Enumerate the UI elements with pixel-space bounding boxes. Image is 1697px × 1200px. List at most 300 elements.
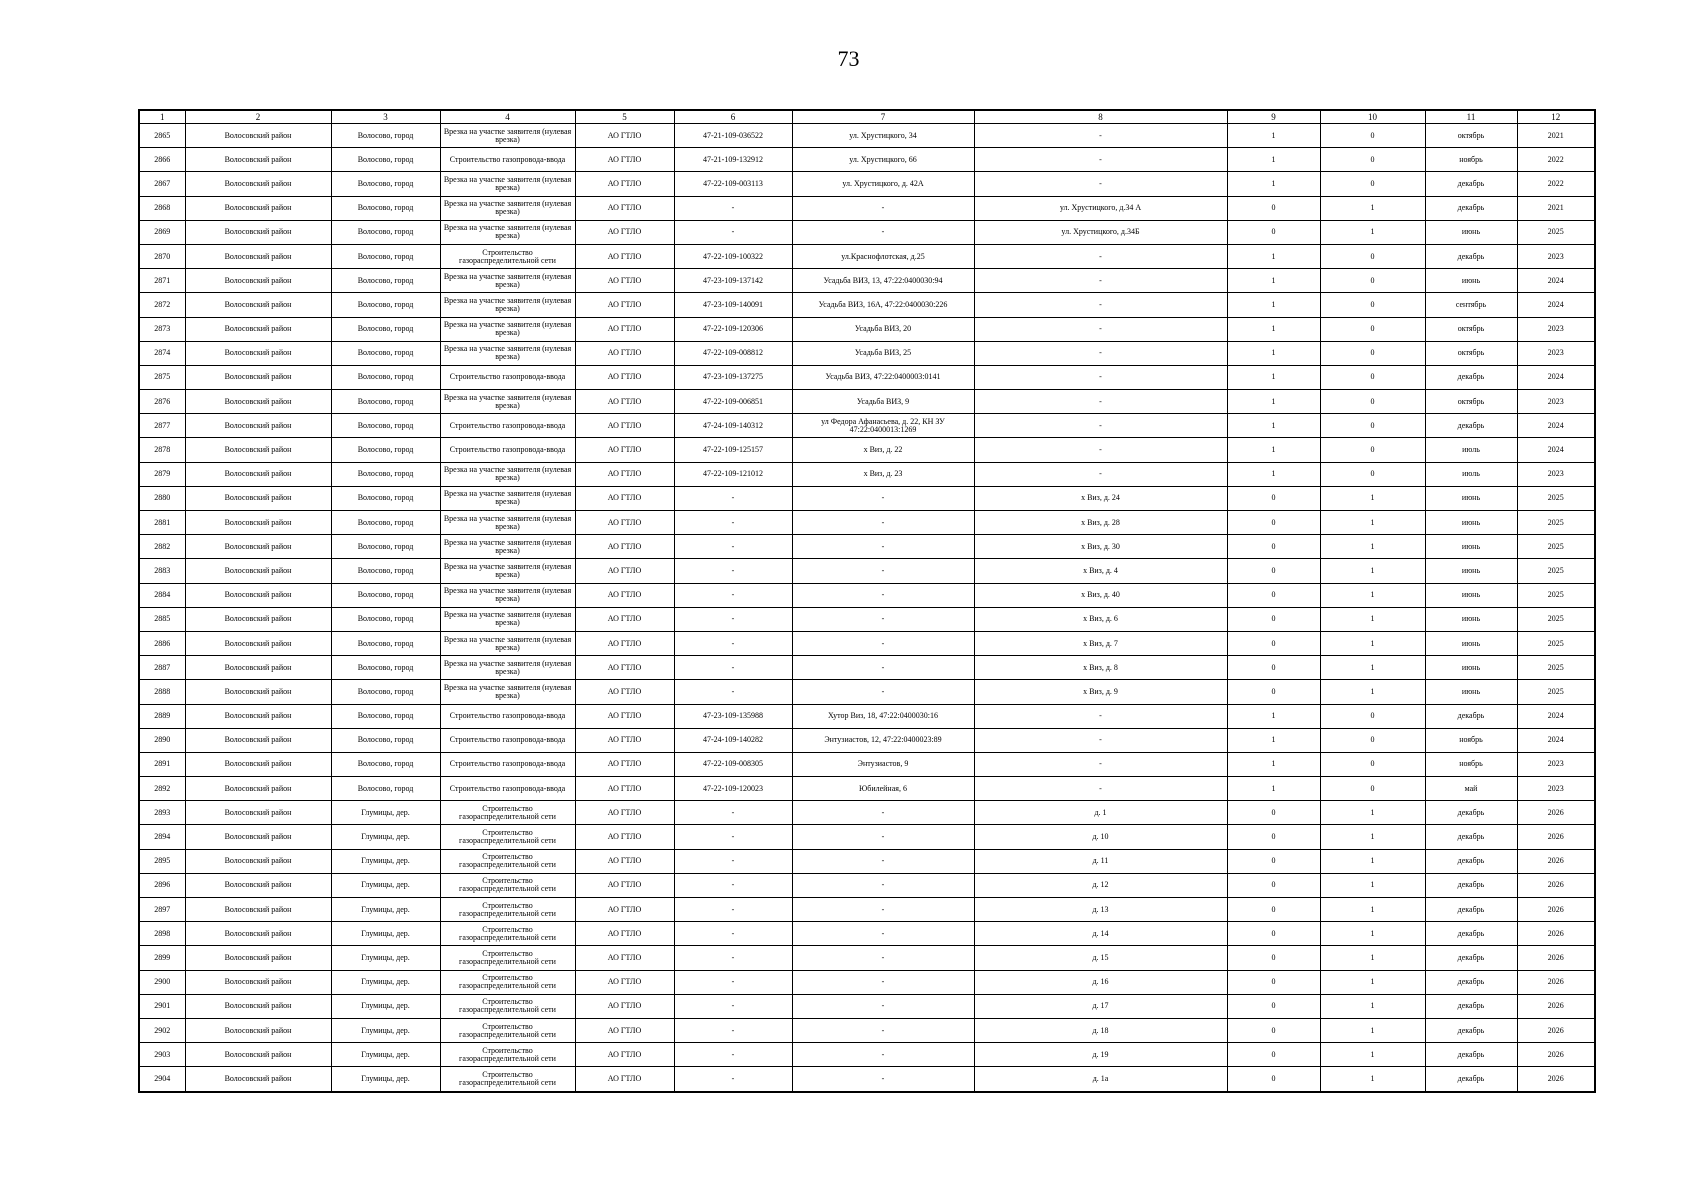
table-cell: х Виз, д. 7 [974, 631, 1227, 655]
table-row [139, 341, 1595, 365]
table-cell: Волосовский район [185, 994, 331, 1018]
table-cell: АО ГТЛО [575, 873, 674, 897]
table-cell: - [974, 124, 1227, 148]
table-row [139, 172, 1595, 196]
table-cell: 0 [1227, 680, 1320, 704]
table-cell: 0 [1320, 390, 1425, 414]
table-cell: х Виз, д. 24 [974, 486, 1227, 510]
table-cell: 1 [1227, 172, 1320, 196]
table-row [139, 994, 1595, 1018]
table-cell: декабрь [1425, 704, 1517, 728]
table-row [139, 631, 1595, 655]
table-cell: Строительство газопровода-ввода [440, 438, 575, 462]
table-cell: 0 [1320, 341, 1425, 365]
table-cell: Усадьба ВИЗ, 47:22:0400003:0141 [792, 365, 974, 389]
table-cell: Глумицы, дер. [331, 1043, 440, 1067]
table-cell: 2025 [1517, 631, 1595, 655]
table-cell: 2026 [1517, 994, 1595, 1018]
table-cell: 1 [1320, 1018, 1425, 1042]
table-cell: Волосово, город [331, 631, 440, 655]
table-cell: ул Федора Афанасьева, д. 22, КН ЗУ 47:22:0400013:1269 [792, 414, 974, 438]
table-cell: Глумицы, дер. [331, 825, 440, 849]
table-cell: 2894 [139, 825, 185, 849]
table-cell: д. 17 [974, 994, 1227, 1018]
table-cell: Строительство газораспределительной сети [440, 1043, 575, 1067]
table-cell: 0 [1227, 970, 1320, 994]
table-cell: - [792, 631, 974, 655]
table-cell: Волосово, город [331, 341, 440, 365]
table-cell: - [792, 196, 974, 220]
table-cell: Строительство газопровода-ввода [440, 728, 575, 752]
table-cell: Волосово, город [331, 511, 440, 535]
table-cell: - [674, 801, 792, 825]
table-row [139, 752, 1595, 776]
table-cell: 0 [1320, 269, 1425, 293]
table-cell: х Виз, д. 23 [792, 462, 974, 486]
table-cell: Глумицы, дер. [331, 873, 440, 897]
table-cell: - [974, 172, 1227, 196]
table-row [139, 414, 1595, 438]
table-cell: Волосово, город [331, 365, 440, 389]
column-header: 2 [185, 110, 331, 124]
table-cell: Волосово, город [331, 704, 440, 728]
table-row [139, 970, 1595, 994]
table-cell: 2870 [139, 244, 185, 268]
table-cell: октябрь [1425, 390, 1517, 414]
table-cell: х Виз, д. 40 [974, 583, 1227, 607]
table-cell: Усадьба ВИЗ, 13, 47:22:0400030:94 [792, 269, 974, 293]
table-cell: Волосовский район [185, 704, 331, 728]
table-cell: Волосово, город [331, 293, 440, 317]
table-cell: 1 [1320, 946, 1425, 970]
table-cell: Врезка на участке заявителя (нулевая врезка) [440, 390, 575, 414]
table-cell: ул. Хрустицкого, 34 [792, 124, 974, 148]
table-cell: 0 [1320, 124, 1425, 148]
table-cell: Волосово, город [331, 148, 440, 172]
table-cell: АО ГТЛО [575, 293, 674, 317]
table-cell: Волосовский район [185, 341, 331, 365]
table-cell: 1 [1227, 244, 1320, 268]
table-cell: 1 [1320, 801, 1425, 825]
table-cell: 0 [1227, 196, 1320, 220]
column-header: 4 [440, 110, 575, 124]
table-cell: - [974, 269, 1227, 293]
table-cell: Волосовский район [185, 873, 331, 897]
table-cell: 1 [1320, 607, 1425, 631]
table-cell: Усадьба ВИЗ, 16А, 47:22:0400030:226 [792, 293, 974, 317]
table-cell: 2023 [1517, 317, 1595, 341]
table-cell: 2904 [139, 1067, 185, 1092]
table-cell: 2025 [1517, 656, 1595, 680]
table-cell: АО ГТЛО [575, 631, 674, 655]
table-cell: - [792, 898, 974, 922]
table-cell: Волосовский район [185, 414, 331, 438]
table-cell: - [974, 365, 1227, 389]
table-cell: Волосовский район [185, 607, 331, 631]
table-cell: сентябрь [1425, 293, 1517, 317]
table-cell: АО ГТЛО [575, 970, 674, 994]
table-cell: Волосово, город [331, 269, 440, 293]
table-row [139, 728, 1595, 752]
table-cell: - [792, 583, 974, 607]
table-cell: 0 [1320, 777, 1425, 801]
table-cell: 2023 [1517, 752, 1595, 776]
table-cell: 2025 [1517, 607, 1595, 631]
table-row [139, 317, 1595, 341]
table-cell: 2022 [1517, 148, 1595, 172]
table-cell: Строительство газораспределительной сети [440, 849, 575, 873]
table-cell: 0 [1227, 873, 1320, 897]
table-cell: 1 [1227, 462, 1320, 486]
table-cell: 1 [1320, 486, 1425, 510]
table-row [139, 269, 1595, 293]
table-cell: Волосово, город [331, 752, 440, 776]
table-cell: Врезка на участке заявителя (нулевая врезка) [440, 680, 575, 704]
table-cell: 2024 [1517, 269, 1595, 293]
table-cell: декабрь [1425, 365, 1517, 389]
table-cell: д. 10 [974, 825, 1227, 849]
table-cell: 0 [1227, 631, 1320, 655]
table-cell: 1 [1227, 293, 1320, 317]
table-cell: 2026 [1517, 873, 1595, 897]
table-cell: Строительство газопровода-ввода [440, 148, 575, 172]
table-cell: - [792, 994, 974, 1018]
table-cell: октябрь [1425, 124, 1517, 148]
table-cell: 0 [1320, 438, 1425, 462]
table-cell: - [792, 873, 974, 897]
table-cell: Глумицы, дер. [331, 1067, 440, 1092]
table-cell: - [792, 656, 974, 680]
table-cell: 0 [1227, 656, 1320, 680]
table-cell: июнь [1425, 656, 1517, 680]
table-cell: АО ГТЛО [575, 148, 674, 172]
table-cell: Строительство газораспределительной сети [440, 801, 575, 825]
table-cell: АО ГТЛО [575, 825, 674, 849]
table-row [139, 148, 1595, 172]
table-cell: Врезка на участке заявителя (нулевая врезка) [440, 269, 575, 293]
table-cell: 0 [1320, 172, 1425, 196]
table-cell: 2903 [139, 1043, 185, 1067]
table-row [139, 680, 1595, 704]
table-row [139, 849, 1595, 873]
table-cell: Волосово, город [331, 559, 440, 583]
column-header: 5 [575, 110, 674, 124]
table-cell: АО ГТЛО [575, 317, 674, 341]
table-cell: АО ГТЛО [575, 898, 674, 922]
table-cell: Волосово, город [331, 220, 440, 244]
table-cell: АО ГТЛО [575, 656, 674, 680]
table-cell: Волосовский район [185, 462, 331, 486]
table-cell: - [792, 801, 974, 825]
table-cell: АО ГТЛО [575, 269, 674, 293]
table-cell: 2879 [139, 462, 185, 486]
table-cell: АО ГТЛО [575, 583, 674, 607]
table-cell: 0 [1227, 922, 1320, 946]
table-cell: 2026 [1517, 922, 1595, 946]
table-cell: 1 [1320, 849, 1425, 873]
table-cell: Волосовский район [185, 946, 331, 970]
table-cell: июль [1425, 462, 1517, 486]
table-cell: 0 [1227, 994, 1320, 1018]
table-cell: Врезка на участке заявителя (нулевая врезка) [440, 583, 575, 607]
table-cell: АО ГТЛО [575, 777, 674, 801]
table-cell: Волосовский район [185, 317, 331, 341]
table-row [139, 462, 1595, 486]
table-cell: июнь [1425, 535, 1517, 559]
table-cell: 47-22-109-003113 [674, 172, 792, 196]
table-cell: июнь [1425, 269, 1517, 293]
table-cell: 1 [1320, 898, 1425, 922]
table-cell: Усадьба ВИЗ, 20 [792, 317, 974, 341]
table-cell: 1 [1320, 535, 1425, 559]
table-cell: ул. Хрустицкого, д.34 А [974, 196, 1227, 220]
table-cell: Глумицы, дер. [331, 922, 440, 946]
table-cell: 1 [1227, 438, 1320, 462]
table-cell: 1 [1227, 148, 1320, 172]
table-row [139, 1067, 1595, 1092]
table-cell: - [974, 704, 1227, 728]
table-cell: декабрь [1425, 244, 1517, 268]
table-cell: июнь [1425, 607, 1517, 631]
table-cell: АО ГТЛО [575, 1043, 674, 1067]
table-cell: АО ГТЛО [575, 922, 674, 946]
table-cell: АО ГТЛО [575, 946, 674, 970]
table-cell: АО ГТЛО [575, 704, 674, 728]
table-cell: - [792, 680, 974, 704]
table-cell: 2021 [1517, 196, 1595, 220]
table-cell: Строительство газораспределительной сети [440, 898, 575, 922]
table-cell: АО ГТЛО [575, 390, 674, 414]
table-cell: декабрь [1425, 414, 1517, 438]
table-cell: - [792, 922, 974, 946]
table-row [139, 220, 1595, 244]
table-cell: 0 [1227, 1067, 1320, 1092]
table-cell: - [974, 317, 1227, 341]
table-cell: 1 [1320, 559, 1425, 583]
table-cell: - [792, 607, 974, 631]
table-cell: Волосовский район [185, 583, 331, 607]
table-cell: 2023 [1517, 777, 1595, 801]
table-cell: Волосовский район [185, 752, 331, 776]
table-cell: х Виз, д. 9 [974, 680, 1227, 704]
table-cell: АО ГТЛО [575, 535, 674, 559]
table-cell: - [792, 1043, 974, 1067]
table-cell: 2026 [1517, 946, 1595, 970]
table-cell: 2869 [139, 220, 185, 244]
table-cell: Врезка на участке заявителя (нулевая врезка) [440, 511, 575, 535]
table-cell: июнь [1425, 220, 1517, 244]
table-cell: ноябрь [1425, 148, 1517, 172]
table-cell: 0 [1320, 365, 1425, 389]
table-cell: июнь [1425, 559, 1517, 583]
table-cell: 2025 [1517, 559, 1595, 583]
table-cell: д. 13 [974, 898, 1227, 922]
table-cell: 2865 [139, 124, 185, 148]
table-cell: 2026 [1517, 1018, 1595, 1042]
table-cell: х Виз, д. 6 [974, 607, 1227, 631]
table-cell: 0 [1320, 752, 1425, 776]
table-cell: 1 [1227, 414, 1320, 438]
table-cell: 1 [1227, 752, 1320, 776]
table-cell: Волосово, город [331, 607, 440, 631]
table-cell: 2024 [1517, 414, 1595, 438]
table-cell: 2875 [139, 365, 185, 389]
table-cell: июнь [1425, 583, 1517, 607]
table-cell: декабрь [1425, 849, 1517, 873]
table-cell: Волосово, город [331, 196, 440, 220]
table-row [139, 583, 1595, 607]
table-cell: 0 [1227, 486, 1320, 510]
table-cell: ноябрь [1425, 752, 1517, 776]
table-cell: - [674, 825, 792, 849]
table-cell: АО ГТЛО [575, 559, 674, 583]
table-cell: - [792, 511, 974, 535]
table-cell: 2025 [1517, 680, 1595, 704]
table-cell: д. 14 [974, 922, 1227, 946]
table-cell: Строительство газораспределительной сети [440, 994, 575, 1018]
table-cell: 47-21-109-132912 [674, 148, 792, 172]
table-cell: АО ГТЛО [575, 124, 674, 148]
table-cell: 2025 [1517, 535, 1595, 559]
table-cell: - [974, 777, 1227, 801]
table-cell: - [974, 414, 1227, 438]
table-cell: Волосово, город [331, 728, 440, 752]
table-cell: 2025 [1517, 220, 1595, 244]
table-cell: Глумицы, дер. [331, 801, 440, 825]
table-cell: 2889 [139, 704, 185, 728]
table-cell: АО ГТЛО [575, 1067, 674, 1092]
table-cell: Врезка на участке заявителя (нулевая врезка) [440, 462, 575, 486]
table-cell: Строительство газораспределительной сети [440, 1018, 575, 1042]
table-cell: июнь [1425, 631, 1517, 655]
table-cell: Юбилейная, 6 [792, 777, 974, 801]
table-cell: Волосовский район [185, 1018, 331, 1042]
table-cell: Волосовский район [185, 486, 331, 510]
table-cell: - [974, 148, 1227, 172]
table-cell: июнь [1425, 680, 1517, 704]
table-row [139, 704, 1595, 728]
table-cell: - [674, 486, 792, 510]
table-cell: - [674, 583, 792, 607]
table-cell: июнь [1425, 486, 1517, 510]
table-cell: Волосовский район [185, 124, 331, 148]
table-cell: АО ГТЛО [575, 244, 674, 268]
table-row [139, 946, 1595, 970]
table-cell: Волосовский район [185, 196, 331, 220]
table-cell: 2902 [139, 1018, 185, 1042]
table-row [139, 293, 1595, 317]
table-cell: 2024 [1517, 704, 1595, 728]
table-cell: 47-22-109-125157 [674, 438, 792, 462]
table-cell: 0 [1227, 849, 1320, 873]
table-cell: 2024 [1517, 365, 1595, 389]
table-cell: Волосово, город [331, 172, 440, 196]
table-cell: 1 [1320, 970, 1425, 994]
table-cell: - [674, 1043, 792, 1067]
table-cell: х Виз, д. 22 [792, 438, 974, 462]
table-cell: АО ГТЛО [575, 414, 674, 438]
table-cell: - [792, 825, 974, 849]
column-header: 8 [974, 110, 1227, 124]
table-cell: Волосовский район [185, 365, 331, 389]
table-cell: 1 [1227, 317, 1320, 341]
table-cell: 47-23-109-137275 [674, 365, 792, 389]
table-cell: Врезка на участке заявителя (нулевая врезка) [440, 535, 575, 559]
table-cell: Врезка на участке заявителя (нулевая врезка) [440, 341, 575, 365]
table-cell: 2871 [139, 269, 185, 293]
table-cell: 2026 [1517, 825, 1595, 849]
table-cell: ул. Хрустицкого, 66 [792, 148, 974, 172]
table-header [139, 110, 1595, 124]
table-cell: Волосовский район [185, 656, 331, 680]
table-row [139, 244, 1595, 268]
table-cell: - [792, 849, 974, 873]
table-cell: Глумицы, дер. [331, 849, 440, 873]
table-cell: - [674, 680, 792, 704]
table-cell: - [674, 1067, 792, 1092]
table-cell: АО ГТЛО [575, 849, 674, 873]
table-cell: 0 [1320, 728, 1425, 752]
table-cell: 2872 [139, 293, 185, 317]
table-cell: Волосово, город [331, 462, 440, 486]
table-cell: 1 [1227, 704, 1320, 728]
table-cell: Волосово, город [331, 317, 440, 341]
table-cell: - [674, 656, 792, 680]
table-cell: Волосовский район [185, 849, 331, 873]
table-cell: Усадьба ВИЗ, 25 [792, 341, 974, 365]
table-cell: декабрь [1425, 946, 1517, 970]
table-cell: 2891 [139, 752, 185, 776]
table-cell: 2877 [139, 414, 185, 438]
table-cell: 47-22-109-120306 [674, 317, 792, 341]
table-cell: Волосовский район [185, 390, 331, 414]
table-cell: АО ГТЛО [575, 438, 674, 462]
table-cell: 2898 [139, 922, 185, 946]
table-cell: 2880 [139, 486, 185, 510]
table-cell: Волосовский район [185, 631, 331, 655]
table-cell: 2868 [139, 196, 185, 220]
table-cell: Врезка на участке заявителя (нулевая врезка) [440, 607, 575, 631]
table-cell: Волосовский район [185, 922, 331, 946]
table-cell: 1 [1320, 631, 1425, 655]
table-cell: Глумицы, дер. [331, 898, 440, 922]
table-cell: 0 [1227, 898, 1320, 922]
table-cell: АО ГТЛО [575, 511, 674, 535]
table-cell: 2881 [139, 511, 185, 535]
table-cell: х Виз, д. 30 [974, 535, 1227, 559]
table-cell: Строительство газораспределительной сети [440, 873, 575, 897]
table-cell: - [674, 946, 792, 970]
column-header: 6 [674, 110, 792, 124]
table-cell: 1 [1320, 922, 1425, 946]
page-number: 73 [837, 46, 860, 71]
table-cell: Волосовский район [185, 535, 331, 559]
table-cell: 2885 [139, 607, 185, 631]
table-cell: Врезка на участке заявителя (нулевая врезка) [440, 486, 575, 510]
table-cell: Строительство газопровода-ввода [440, 752, 575, 776]
table-cell: 2025 [1517, 511, 1595, 535]
table-cell: Волосовский район [185, 825, 331, 849]
table-cell: Волосовский район [185, 801, 331, 825]
table-row [139, 777, 1595, 801]
table-cell: 0 [1320, 317, 1425, 341]
table-cell: 0 [1227, 220, 1320, 244]
table-cell: - [674, 994, 792, 1018]
table-row [139, 825, 1595, 849]
table-cell: 2025 [1517, 583, 1595, 607]
table-cell: - [792, 220, 974, 244]
table-row [139, 801, 1595, 825]
